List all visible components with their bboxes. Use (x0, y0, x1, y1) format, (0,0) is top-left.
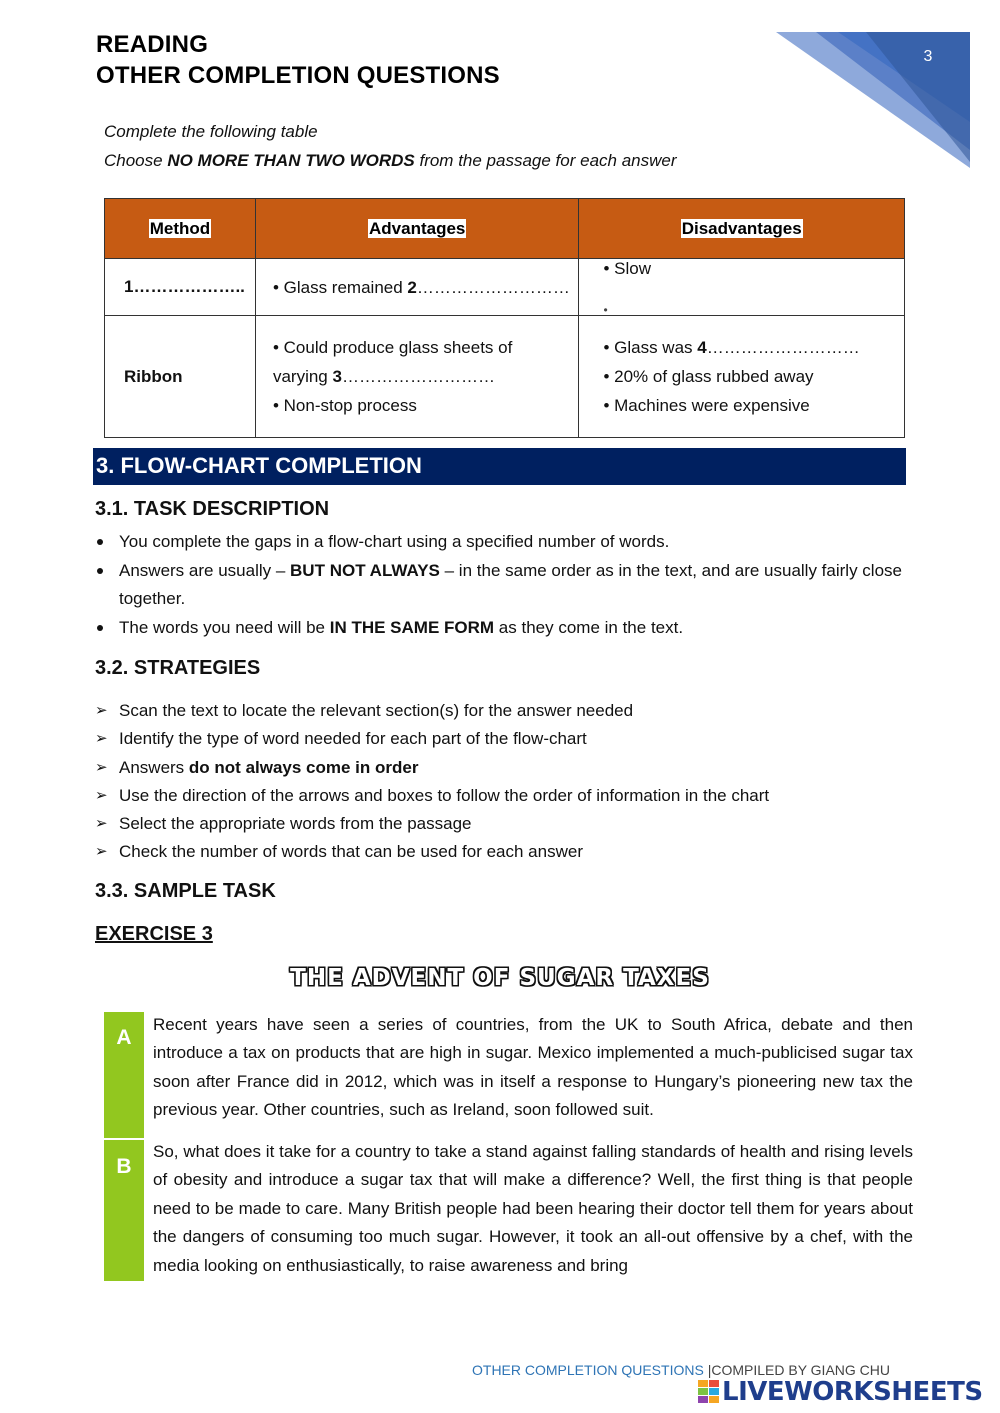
sample-task-heading: 3.3. SAMPLE TASK (95, 880, 276, 902)
cell-text: varying (272, 367, 333, 386)
header-advantages (255, 199, 579, 259)
comparison-table (104, 198, 905, 438)
arrow-icon: ➢ (95, 786, 108, 804)
footer-separator: | (707, 1362, 712, 1378)
instruction-text: Choose (104, 151, 168, 170)
cell-text: • Could produce glass sheets of (272, 338, 513, 357)
list-item (95, 782, 910, 810)
list-text: as they come in the text. (494, 617, 684, 637)
strategies-heading: 3.2. STRATEGIES (95, 657, 261, 679)
list-bold: IN THE SAME FORM (329, 617, 495, 637)
list-text: Check the number of words that can be used for each answer (119, 842, 583, 862)
table-row (105, 316, 905, 438)
list-bold: do not always come in order (188, 757, 419, 777)
liveworksheets-logo-icon (698, 1380, 720, 1404)
list-text: Identify the type of word needed for each part of the flow-chart (119, 729, 587, 749)
footer-credit: COMPILED BY GIANG CHU (711, 1362, 891, 1378)
list-text: Scan the text to locate the relevant section(s) for the answer needed (119, 701, 634, 720)
arrow-icon: ➢ (95, 843, 108, 861)
list-item (95, 754, 910, 782)
list-text: Use the direction of the arrows and boxes to follow the order of information in the chart (119, 785, 770, 805)
method-blank-1[interactable]: 1……………….. (105, 259, 256, 316)
footer-title: OTHER COMPLETION QUESTIONS (472, 1362, 704, 1378)
list-item (95, 810, 910, 838)
corner-decoration (776, 32, 970, 168)
answer-blank-2[interactable]: ……………………… (416, 277, 570, 297)
answer-blank-3[interactable]: ……………………… (341, 367, 495, 386)
list-text: Answers (119, 757, 189, 777)
list-text: Select the appropriate words from the passage (119, 814, 472, 834)
page-title-line2: OTHER COMPLETION QUESTIONS (96, 62, 500, 89)
header-label: Disadvantages (681, 218, 802, 238)
list-bold: BUT NOT ALWAYS (290, 560, 440, 580)
table-row (105, 259, 905, 316)
instruction-bold: NO MORE THAN TWO WORDS (167, 151, 415, 170)
answer-blank-4[interactable]: ……………………… (706, 338, 860, 357)
paragraph-b: So, what does it take for a country to take a stand against falling standards of health and rising levels of obesity and introduce a sugar tax that will make a difference? Well, the first thing is that people need to be made to care. Many British people had been hearing their doctor tell them for years about the dangers of consuming too much sugar. However, it took an all-out offensive by a chef, with the media looking on enthusiastically, to raise awareness and bring (153, 1142, 913, 1275)
disadvantage-cell (579, 259, 905, 316)
arrow-icon: ➢ (95, 702, 108, 719)
cell-text: • Non-stop process (272, 396, 417, 415)
page-footer (472, 1362, 890, 1378)
instruction-line2 (104, 151, 677, 171)
cell-text: • Glass was (603, 338, 698, 357)
list-text: The words you need will be (119, 617, 330, 637)
task-description-list (95, 528, 910, 642)
list-text: Answers are usually – (119, 560, 291, 580)
list-item: You complete the gaps in a flow-chart using a specified number of words. (95, 528, 910, 557)
page-title-line1: READING (96, 31, 209, 58)
blank-number: 4 (697, 338, 707, 357)
header-disadvantages (579, 199, 905, 259)
list-text: – in the same order as in the text, and are usually fairly close together. (119, 560, 902, 608)
blank-number: 3 (332, 367, 342, 386)
advantage-cell (255, 259, 579, 316)
bullet-icon: • (603, 303, 608, 317)
cell-text: • Machines were expensive (603, 396, 810, 415)
exercise-heading: EXERCISE 3 (95, 923, 213, 945)
cell-text: • Glass remained (272, 277, 408, 297)
cell-line (603, 333, 904, 362)
method-ribbon: Ribbon (105, 316, 256, 438)
header-label: Advantages (369, 218, 466, 238)
task-description-heading: 3.1. TASK DESCRIPTION (95, 498, 330, 520)
arrow-icon: ➢ (95, 815, 108, 833)
cell-text: • Slow (603, 259, 651, 278)
paragraph-label-b: B (104, 1140, 144, 1281)
header-method (105, 199, 256, 259)
list-item (95, 725, 910, 753)
passage-title: THE ADVENT OF SUGAR TAXES (290, 965, 710, 991)
section-heading-bar: 3. FLOW-CHART COMPLETION (93, 448, 906, 485)
blank-number: 2 (407, 277, 417, 297)
cell-line (273, 362, 579, 391)
instruction-line1: Complete the following table (104, 122, 318, 141)
list-item (95, 697, 910, 725)
list-item (95, 838, 910, 866)
list-item (95, 614, 910, 643)
advantage-cell (255, 316, 579, 438)
liveworksheets-brand[interactable]: LIVEWORKSHEETS (722, 1377, 983, 1407)
table-header-row (105, 199, 905, 259)
instruction-text: from the passage for each answer (414, 151, 677, 170)
header-label: Method (149, 218, 211, 238)
page-number: 3 (923, 48, 933, 65)
paragraph-label-a: A (104, 1012, 144, 1138)
cell-text: • 20% of glass rubbed away (603, 367, 814, 386)
arrow-icon: ➢ (95, 758, 108, 776)
disadvantage-cell (579, 316, 905, 438)
paragraph-a: Recent years have seen a series of countries, from the UK to South Africa, debate and then introduce a tax on products that are high in sugar. Mexico implemented a much-publicised sugar tax soon after France did in 2012, which was in itself a response to Hungary’s pioneering new tax the previous year. Other countries, such as Ireland, soon followed suit. (153, 1015, 913, 1120)
arrow-icon: ➢ (95, 730, 108, 748)
list-item (95, 557, 910, 614)
strategies-list (95, 697, 910, 867)
